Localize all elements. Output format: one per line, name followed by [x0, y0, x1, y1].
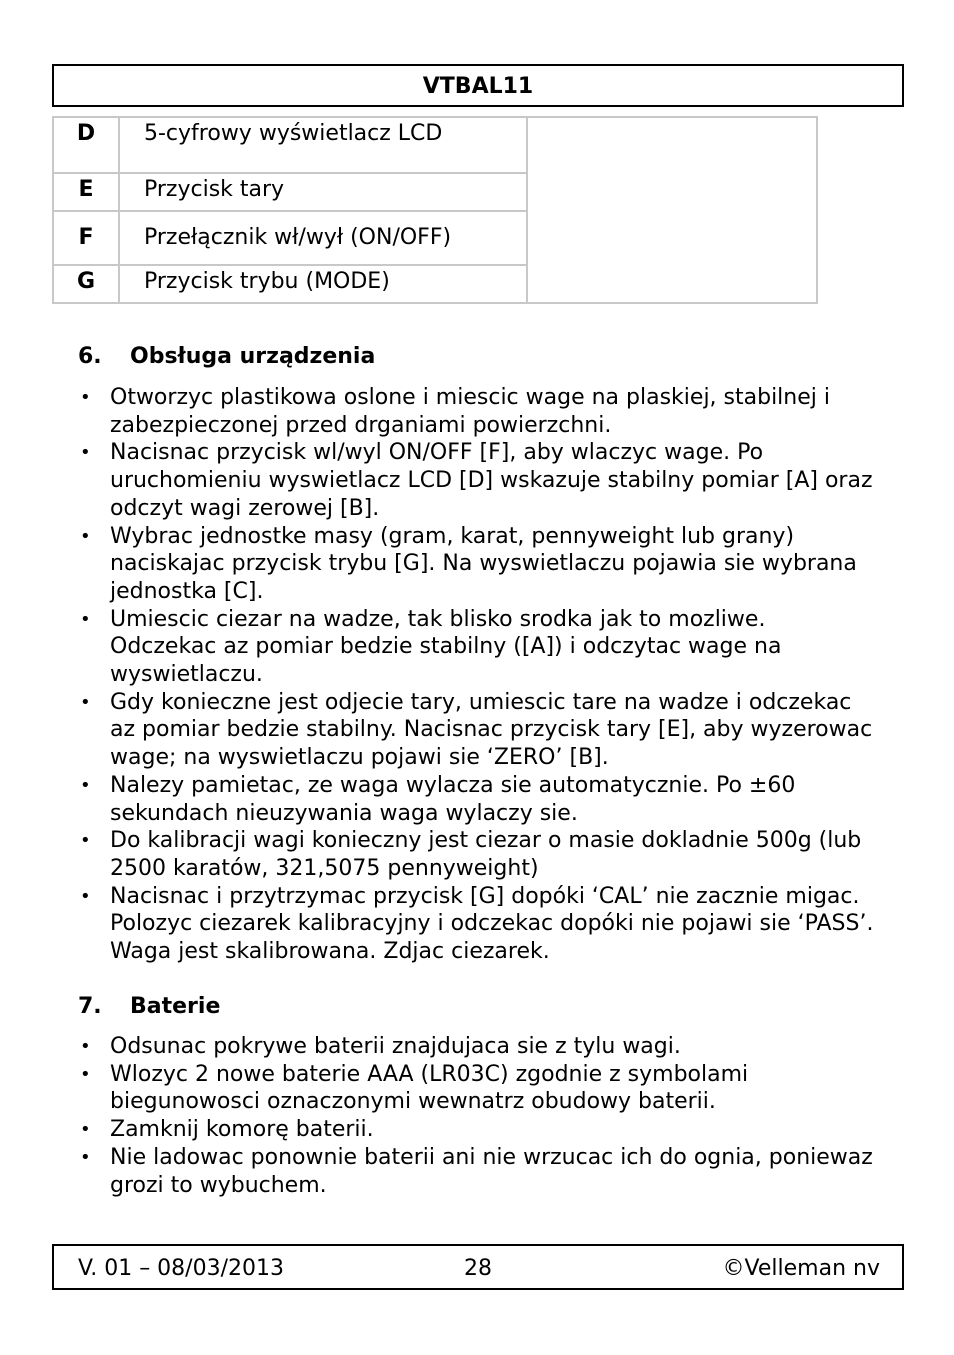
model-title: VTBAL11	[422, 74, 534, 99]
page-number: 28	[464, 1256, 492, 1281]
part-key: G	[53, 265, 119, 303]
section-title: Obsługa urządzenia	[130, 344, 376, 369]
bullet-icon: •	[80, 691, 91, 713]
document-footer	[52, 1244, 904, 1290]
part-desc: Przycisk trybu (MODE)	[119, 265, 527, 303]
list-item: • Nie ladowac ponownie baterii ani nie wrzucac ich do ognia, poniewaz grozi to wybuchem.	[80, 1144, 873, 1198]
list-item: • Zamknij komorę baterii.	[80, 1117, 374, 1143]
section-number: 7.	[78, 994, 102, 1019]
table-row	[53, 117, 817, 173]
section-7-heading	[78, 993, 220, 1021]
part-desc: Przycisk tary	[119, 173, 527, 211]
bullet-icon: •	[80, 1063, 91, 1085]
parts-table	[52, 116, 818, 304]
part-desc: Przełącznik wł/wył (ON/OFF)	[119, 211, 527, 265]
bullet-icon: •	[80, 387, 91, 408]
list-item: • Odsunac pokrywe baterii znajdujaca sie z tylu wagi.	[80, 1034, 681, 1059]
part-desc: 5-cyfrowy wyświetlacz LCD	[119, 117, 527, 173]
section-6-heading	[78, 343, 375, 371]
section-6-list	[76, 384, 876, 966]
document-header	[52, 64, 904, 107]
bullet-icon: •	[80, 1146, 91, 1168]
bullet-icon: •	[80, 525, 91, 547]
section-title: Baterie	[130, 994, 221, 1019]
part-key: E	[53, 173, 119, 211]
list-item: • Nacisnac przycisk wl/wyl ON/OFF [F], aby wlaczyc wage. Po uruchomieniu wyswietlacz LCD [D] wskazuje stabilny pomiar [A] oraz odczyt wagi zerowej [B].	[80, 440, 873, 521]
bullet-icon: •	[80, 1036, 91, 1057]
list-item: • Do kalibracji wagi konieczny jest ciezar o masie dokladnie 500g (lub 2500 karatów, 321,5075 pennyweight)	[80, 828, 862, 881]
list-item: • Otworzyc plastikowa oslone i miescic wage na plaskiej, stabilnej i zabezpieczonej przed drganiami powierzchni.	[80, 385, 830, 438]
list-item: • Wybrac jednostke masy (gram, karat, pennyweight lub grany) naciskajac przycisk trybu [G]. Na wyswietlaczu pojawia sie wybrana jednostka [C].	[80, 523, 857, 604]
list-item: • Gdy konieczne jest odjecie tary, umiescic tare na wadze i odczekac az pomiar bedzie stabilny. Nacisnac przycisk tary [E], aby wyzerowac wage; na wyswietlaczu pojawi sie ‘ZERO’ [B].	[80, 689, 873, 771]
part-key: D	[53, 117, 119, 173]
list-item: • Nacisnac i przytrzymac przycisk [G] dopóki ‘CAL’ nie zacznie migac. Polozyc ciezarek kalibracyjny i odczekac dopóki nie pojawi sie ‘PASS’. Waga jest skalibrowana. Zdjac ciezarek.	[80, 883, 874, 965]
list-item: • Umiescic ciezar na wadze, tak blisko srodka jak to mozliwe. Odczekac az pomiar bedzie stabilny ([A]) i odczytac wage na wyswietlaczu.	[80, 606, 782, 688]
bullet-icon: •	[80, 885, 91, 907]
bullet-icon: •	[80, 774, 91, 796]
list-item: • Wlozyc 2 nowe baterie AAA (LR03C) zgodnie z symbolami biegunowosci oznaczonymi wewnatrz obudowy baterii.	[80, 1061, 749, 1115]
part-key: F	[53, 211, 119, 265]
list-item: • Nalezy pamietac, ze waga wylacza sie automatycznie. Po ±60 sekundach nieuzywania waga wylaczy sie.	[80, 772, 796, 826]
version-date: V. 01 – 08/03/2013	[78, 1256, 284, 1281]
bullet-icon: •	[80, 608, 91, 630]
section-number: 6.	[78, 344, 102, 369]
copyright: ©Velleman nv	[722, 1256, 880, 1281]
table-blank-cell	[527, 117, 817, 303]
bullet-icon: •	[80, 830, 91, 852]
section-7-list	[76, 1033, 876, 1199]
bullet-icon: •	[80, 442, 91, 464]
bullet-icon: •	[80, 1119, 91, 1141]
